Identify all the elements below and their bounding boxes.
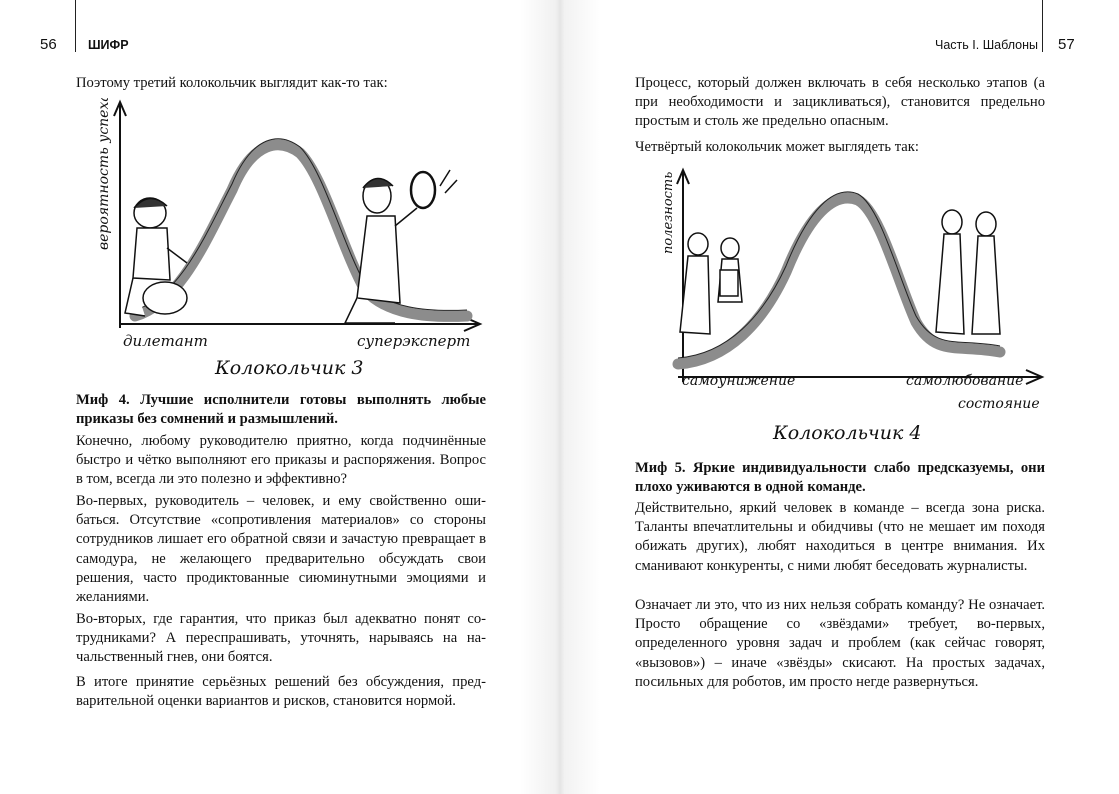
x-label-self-abasement: самоунижение xyxy=(682,373,796,389)
figure-caption: Колокольчик 4 xyxy=(773,422,922,444)
page-number: 57 xyxy=(1058,36,1075,53)
running-head xyxy=(935,38,1038,52)
bell-curve-4-illustration xyxy=(658,162,1053,452)
myth-heading: Миф 4. Лучшие исполнители готовы выполнять любые приказы без сомнений и размышлений. xyxy=(76,392,486,428)
bell-curve-outline xyxy=(135,139,467,311)
part-label: Часть I. xyxy=(935,38,980,52)
bell-curve-3-illustration xyxy=(95,98,490,388)
vain-figures xyxy=(936,210,1000,334)
figure-caption: Колокольчик 3 xyxy=(215,357,364,379)
amateur-figure xyxy=(125,198,187,316)
bell-curve-4-drawing xyxy=(658,162,1053,452)
y-axis-label: вероятность успеха xyxy=(96,98,112,250)
paragraph: В итоге принятие серьёзных решений без обсуждения, предварительной оценки вариантов и рисков, становится нормой. xyxy=(76,674,486,710)
intro-text: Процесс, который должен включать в себя несколько этапов (а при необходимости и зацикливаться), становится предельно простым и столь же предельно опасным. xyxy=(635,75,1045,130)
page-number: 56 xyxy=(40,36,57,53)
part-title: Шаблоны xyxy=(982,38,1038,52)
expert-figure xyxy=(345,170,457,323)
x-label-expert: суперэксперт xyxy=(357,332,471,350)
header-rule xyxy=(75,0,76,52)
x-axis-label: состояние xyxy=(958,396,1040,412)
header-rule xyxy=(1042,0,1043,52)
paragraph: Действительно, яркий человек в команде – всегда зона риска. Таланты впечатлительны и обидчивы (что не мешает им походя обижать других), любят находиться в центре внимания. Их сманивают конкуренты, с ними любят беседовать журналисты. xyxy=(635,500,1045,574)
right-page xyxy=(560,0,1119,794)
paragraph: Конечно, любому руководителю приятно, когда подчинённые быстро и чётко выполняют его приказы и распоряжения. Вопрос в том, всегда ли это полезно и эффективно? xyxy=(76,433,486,488)
paragraph: Во-вторых, где гарантия, что приказ был адекватно понят сотрудниками? А переспрашивать, уточнять, нарываясь на начальственный гнев, они боятся. xyxy=(76,611,486,666)
x-label-amateur: дилетант xyxy=(123,332,208,350)
running-head: ШИФР xyxy=(88,38,129,52)
paragraph: Означает ли это, что из них нельзя собрать команду? Не означает. Просто обращение со «звёздами» требует, во-первых, определенного уровня задач и проблем (как сейчас говорят, «вызовов») – иначе «звёзды» скисают. На простых задачах, посильных для роботов, им просто негде развернуться. xyxy=(635,597,1045,690)
humble-figures xyxy=(680,233,742,334)
x-label-self-admiration: самолюбование xyxy=(906,373,1024,389)
paragraph: Во-первых, руководитель – человек, и ему свойственно ошибаться. Отсутствие «сопротивления материалов» со стороны сотрудников лишает его обратной связи и зачастую превращает в самодура, не желающего предварительно обсуждать свои решения, часто продиктованные сиюминутными эмоциями и желаниями. xyxy=(76,493,486,606)
myth-heading: Миф 5. Яркие индивидуальности слабо предсказуемы, они плохо уживаются в одной команде. xyxy=(635,460,1045,496)
book-gutter-shadow xyxy=(520,0,600,794)
bell-curve-3-drawing xyxy=(95,98,490,388)
intro-text: Поэтому третий колокольчик выглядит как-то так: xyxy=(76,75,388,91)
y-axis-label: полезность xyxy=(661,171,676,254)
intro-text: Четвёртый колокольчик может выглядеть так: xyxy=(635,139,919,155)
